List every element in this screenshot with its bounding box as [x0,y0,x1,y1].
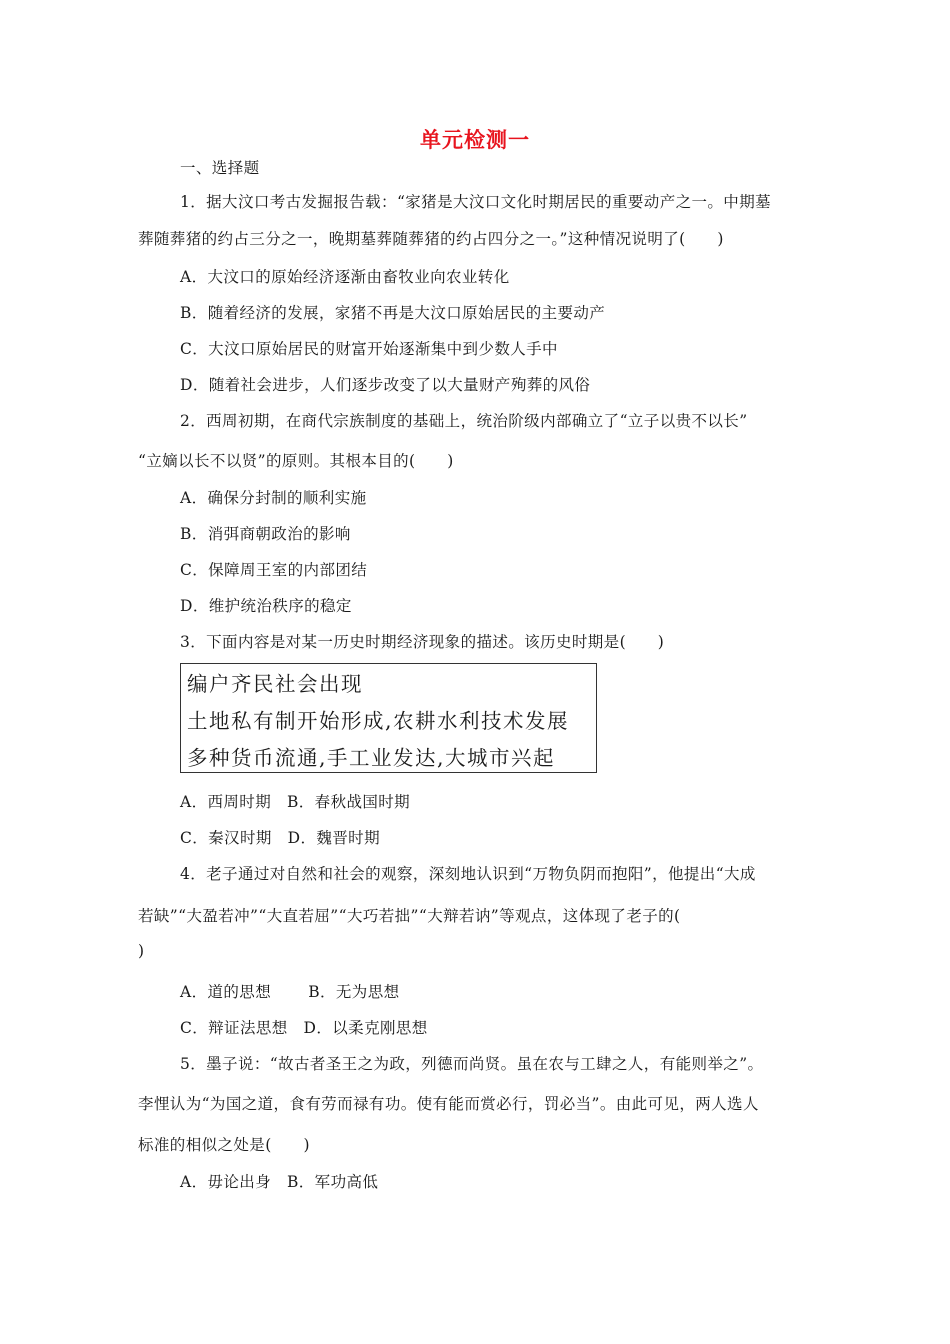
question-4-stem-line-3: ) [138,942,145,960]
question-1-stem-line-2: 葬随葬猪的约占三分之一，晚期墓葬随葬猪的约占四分之一。”这种情况说明了( ) [138,230,724,248]
question-2-stem-line-2: “立嫡以长不以贤”的原则。其根本目的( ) [138,452,454,470]
question-1-option-b: B．随着经济的发展，家猪不再是大汶口原始居民的主要动产 [180,304,606,322]
question-4-stem-line-2: 若缺”“大盈若冲”“大直若屈”“大巧若拙”“大辩若讷”等观点，这体现了老子的( [138,907,681,925]
question-5-stem-line-1: 5．墨子说：“故古者圣王之为政，列德而尚贤。虽在农与工肆之人，有能则举之”。 [180,1055,764,1073]
material-line-1: 编户齐民社会出现 [187,672,363,696]
question-5-stem-line-3: 标准的相似之处是( ) [138,1136,310,1154]
question-4-options-row-1: A．道的思想 B．无为思想 [180,983,400,1001]
question-2-option-b: B．消弭商朝政治的影响 [180,525,351,543]
material-line-2: 土地私有制开始形成,农耕水利技术发展 [187,709,570,733]
question-3-options-row-2: C．秦汉时期 D．魏晋时期 [180,829,380,847]
section-heading: 一、选择题 [180,159,260,177]
question-1-stem-line-1: 1．据大汶口考古发掘报告载：“家猪是大汶口文化时期居民的重要动产之一。中期墓 [180,193,771,211]
question-5-stem-line-2: 李悝认为“为国之道，食有劳而禄有功。使有能而赏必行，罚必当”。由此可见，两人选人 [138,1095,759,1113]
question-1-option-d: D．随着社会进步，人们逐步改变了以大量财产殉葬的风俗 [180,376,591,394]
question-2-option-a: A．确保分封制的顺利实施 [180,489,367,507]
question-1-option-a: A．大汶口的原始经济逐渐由畜牧业向农业转化 [180,268,510,286]
question-2-stem-line-1: 2．西周初期，在商代宗族制度的基础上，统治阶级内部确立了“立子以贵不以长” [180,412,748,430]
question-4-stem-line-1: 4．老子通过对自然和社会的观察，深刻地认识到“万物负阴而抱阳”，他提出“大成 [180,865,756,883]
question-2-option-c: C．保障周王室的内部团结 [180,561,368,579]
page-title: 单元检测一 [420,128,530,152]
material-line-3: 多种货币流通,手工业发达,大城市兴起 [187,746,556,770]
question-2-option-d: D．维护统治秩序的稳定 [180,597,352,615]
question-3-stem-line-1: 3．下面内容是对某一历史时期经济现象的描述。该历史时期是( ) [180,633,665,651]
question-3-material-box [180,663,597,773]
question-3-options-row-1: A．西周时期 B．春秋战国时期 [180,793,411,811]
question-5-options-row-1: A．毋论出身 B．军功高低 [180,1173,379,1191]
question-1-option-c: C．大汶口原始居民的财富开始逐渐集中到少数人手中 [180,340,558,358]
question-4-options-row-2: C．辩证法思想 D．以柔克刚思想 [180,1019,428,1037]
